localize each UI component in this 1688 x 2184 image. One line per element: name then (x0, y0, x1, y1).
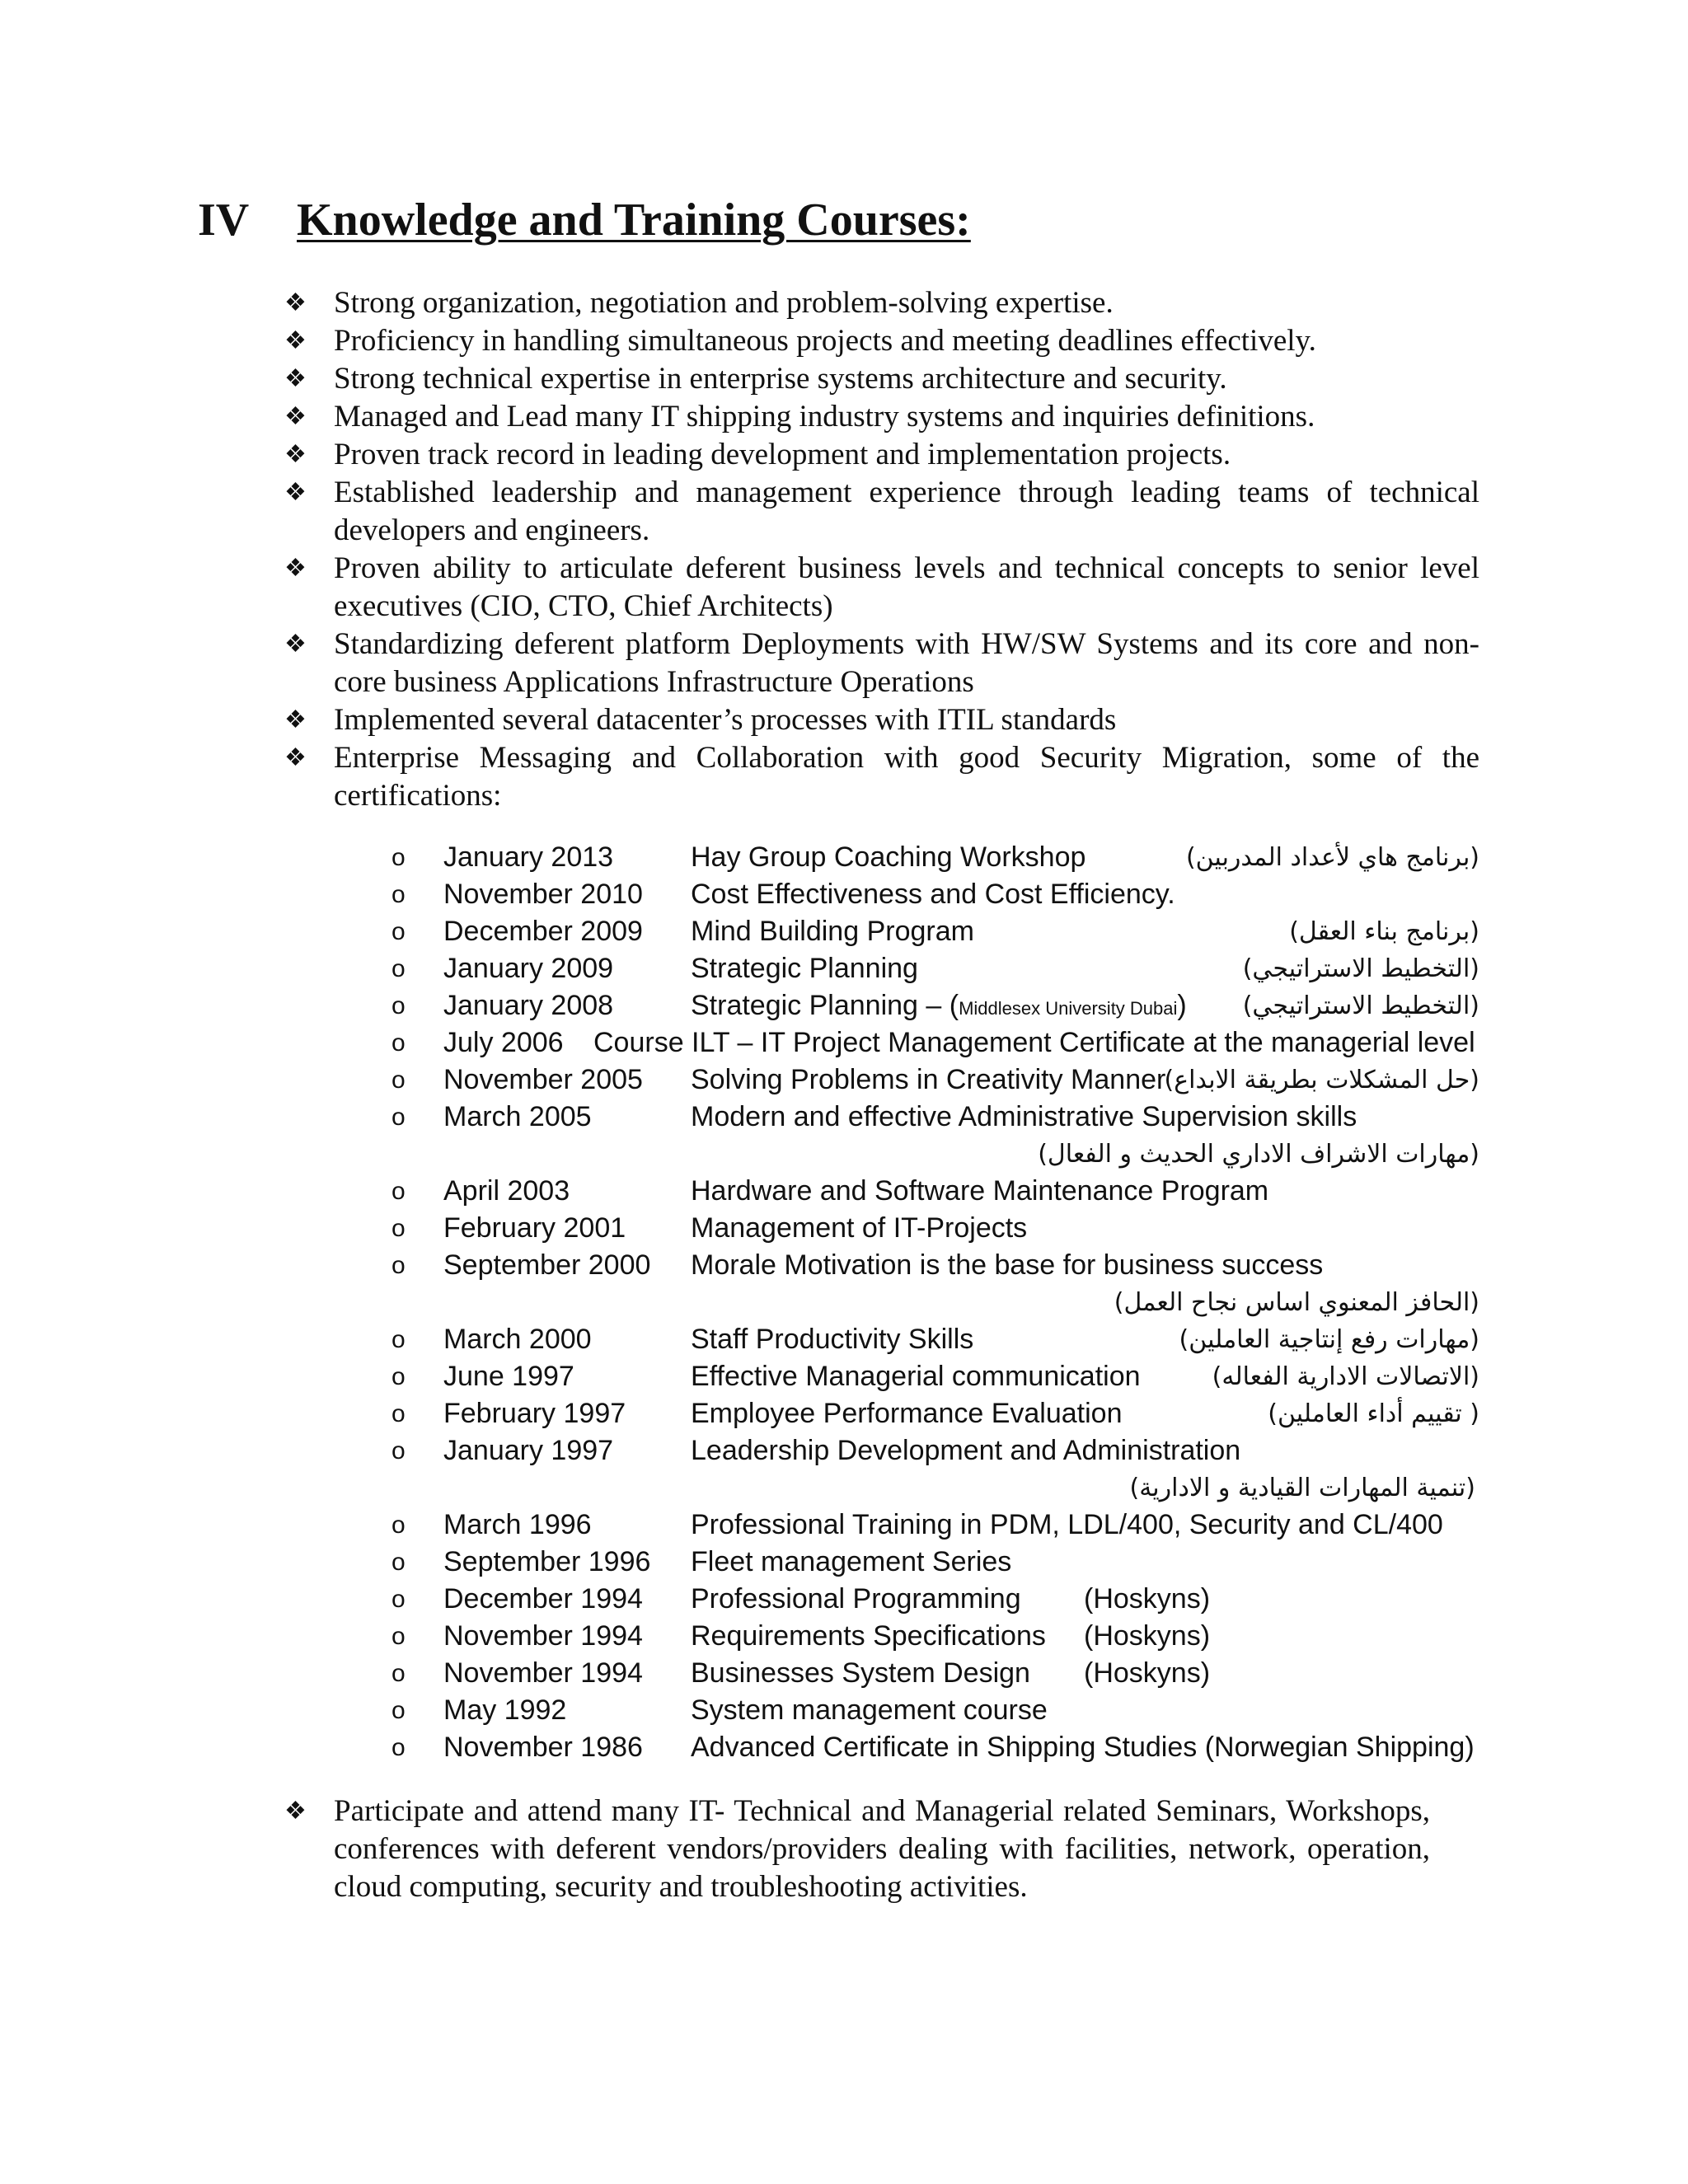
course-title: Course ILT – IT Project Management Certificate at the managerial level (593, 1027, 1475, 1058)
course-item (392, 876, 1479, 913)
course-title: Modern and effective Administrative Supervision skills (691, 1101, 1357, 1132)
skill-item (284, 550, 1479, 626)
circle-bullet-icon: o (392, 1029, 406, 1057)
course-title-close: ) (1177, 990, 1187, 1021)
course-provider: (Hoskyns) (1084, 1583, 1211, 1615)
skill-text: Proficiency in handling simultaneous projects and meeting deadlines effectively. (334, 324, 1316, 358)
course-title: Requirements Specifications (691, 1620, 1046, 1652)
course-arabic-title: (برنامج بناء العقل) (1289, 917, 1479, 946)
circle-bullet-icon: o (392, 918, 406, 945)
circle-bullet-icon: o (392, 844, 406, 871)
seminars-list (284, 1793, 1430, 1906)
circle-bullet-icon: o (392, 1586, 406, 1613)
course-title: Solving Problems in Creativity Manner (691, 1064, 1166, 1095)
circle-bullet-icon: o (392, 1400, 406, 1427)
section-number: IV (198, 194, 250, 246)
course-title: Employee Performance Evaluation (691, 1398, 1123, 1429)
course-arabic-title: (مهارات الاشراف الاداري الحديث و الفعال) (1038, 1140, 1479, 1169)
section-heading (198, 194, 971, 246)
course-arabic-title: (برنامج هاي لأعداد المدربين) (1185, 843, 1479, 872)
course-title: Fleet management Series (691, 1546, 1012, 1577)
diamond-bullet-icon: ❖ (284, 1797, 307, 1825)
course-date: January 1997 (443, 1435, 614, 1466)
course-title: Mind Building Program (691, 916, 974, 947)
course-item (392, 1544, 1479, 1581)
diamond-bullet-icon: ❖ (284, 479, 307, 506)
course-arabic-title: ( تقييم أداء العاملين) (1268, 1399, 1479, 1428)
diamond-bullet-icon: ❖ (284, 630, 307, 658)
course-item (392, 1062, 1479, 1099)
course-title: Businesses System Design (691, 1657, 1030, 1689)
skill-text: Established leadership and management experience through leading teams of technical developers and engineers. (334, 476, 1479, 547)
skill-text: Proven ability to articulate deferent business levels and technical concepts to senior level executives (CIO, CTO, Chief Architects) (334, 551, 1479, 623)
course-item (392, 1321, 1479, 1358)
course-date: March 1996 (443, 1509, 592, 1540)
skill-item (284, 436, 1479, 474)
course-date: November 1986 (443, 1732, 643, 1763)
circle-bullet-icon: o (392, 1363, 406, 1390)
circle-bullet-icon: o (392, 1066, 406, 1094)
course-title: Professional Programming (691, 1583, 1021, 1615)
skill-item (284, 474, 1479, 550)
course-arabic-title: (تنمية المهارات القيادية و الادارية) (1129, 1474, 1475, 1502)
course-arabic-title: (التخطيط الاستراتيجي) (1242, 991, 1479, 1020)
course-institution: Middlesex University Dubai (959, 998, 1178, 1019)
course-item (392, 1173, 1479, 1210)
seminars-text: Participate and attend many IT- Technical and Managerial related Seminars, Workshops, conferences with deferent vendors/providers dealing with facilities, network, operation, cloud computing, security and troubleshooting activities. (334, 1794, 1430, 1904)
skill-text: Managed and Lead many IT shipping industry systems and inquiries definitions. (334, 400, 1315, 434)
course-title: Advanced Certificate in Shipping Studies (Norwegian Shipping) (691, 1732, 1475, 1763)
course-date: December 2009 (443, 916, 643, 947)
diamond-bullet-icon: ❖ (284, 706, 307, 733)
course-item (392, 1618, 1479, 1655)
circle-bullet-icon: o (392, 992, 406, 1019)
diamond-bullet-icon: ❖ (284, 403, 307, 430)
course-title: Management of IT-Projects (691, 1212, 1028, 1244)
course-date: January 2008 (443, 990, 614, 1021)
circle-bullet-icon: o (392, 1734, 406, 1761)
course-date: November 2010 (443, 879, 643, 910)
course-title: Staff Productivity Skills (691, 1324, 974, 1355)
course-date: February 1997 (443, 1398, 626, 1429)
circle-bullet-icon: o (392, 1252, 406, 1279)
circle-bullet-icon: o (392, 1511, 406, 1539)
section-title: Knowledge and Training Courses: (297, 194, 971, 246)
skill-text: Enterprise Messaging and Collaboration with good Security Migration, some of the certifications: (334, 741, 1479, 813)
course-date: July 2006 (443, 1027, 564, 1058)
skill-text: Strong technical expertise in enterprise systems architecture and security. (334, 362, 1227, 396)
course-title: Hay Group Coaching Workshop (691, 841, 1086, 873)
course-item (392, 1024, 1479, 1062)
course-date: November 1994 (443, 1620, 643, 1652)
skill-text: Strong organization, negotiation and problem-solving expertise. (334, 286, 1114, 320)
course-title: System management course (691, 1694, 1048, 1726)
course-date: December 1994 (443, 1583, 643, 1615)
skill-item (284, 284, 1479, 322)
courses-list (392, 839, 1479, 1766)
course-date: January 2013 (443, 841, 614, 873)
course-item (392, 839, 1479, 876)
seminars-item (284, 1793, 1430, 1906)
course-date: January 2009 (443, 953, 614, 984)
course-arabic-title: (الاتصالات الادارية الفعاله) (1212, 1362, 1479, 1391)
course-item (392, 913, 1479, 950)
circle-bullet-icon: o (392, 1623, 406, 1650)
course-date: November 1994 (443, 1657, 643, 1689)
course-item (392, 1432, 1479, 1507)
circle-bullet-icon: o (392, 881, 406, 908)
course-title: Professional Training in PDM, LDL/400, Security and CL/400 (691, 1509, 1443, 1540)
skill-item (284, 626, 1479, 701)
circle-bullet-icon: o (392, 1549, 406, 1576)
circle-bullet-icon: o (392, 1104, 406, 1131)
course-date: November 2005 (443, 1064, 643, 1095)
course-item (392, 1655, 1479, 1692)
course-date: June 1997 (443, 1361, 574, 1392)
course-date: April 2003 (443, 1175, 570, 1207)
course-item (392, 1507, 1479, 1544)
skill-text: Implemented several datacenter’s processes with ITIL standards (334, 703, 1117, 737)
course-date: May 1992 (443, 1694, 567, 1726)
course-title (691, 987, 1187, 1027)
diamond-bullet-icon: ❖ (284, 744, 307, 771)
course-provider: (Hoskyns) (1084, 1657, 1211, 1689)
course-arabic-title: (مهارات رفع إنتاجية العاملين) (1179, 1325, 1479, 1354)
skills-list (284, 284, 1479, 815)
course-arabic-title: (حل المشكلات بطريقة الابداع) (1164, 1066, 1479, 1094)
course-item (392, 1729, 1479, 1766)
course-item (392, 987, 1479, 1024)
course-item (392, 1581, 1479, 1618)
skill-item (284, 322, 1479, 360)
skill-item (284, 398, 1479, 436)
circle-bullet-icon: o (392, 955, 406, 982)
course-title: Hardware and Software Maintenance Program (691, 1175, 1269, 1207)
course-arabic-title: (التخطيط الاستراتيجي) (1242, 954, 1479, 983)
course-title: Effective Managerial communication (691, 1361, 1141, 1392)
course-title: Cost Effectiveness and Cost Efficiency. (691, 879, 1175, 910)
course-date: March 2005 (443, 1101, 592, 1132)
circle-bullet-icon: o (392, 1437, 406, 1465)
course-item (392, 1099, 1479, 1173)
course-title-text: Strategic Planning – ( (691, 990, 959, 1021)
diamond-bullet-icon: ❖ (284, 441, 307, 468)
course-arabic-title: (الحافز المعنوي اساس نجاح العمل) (1114, 1288, 1479, 1317)
course-item (392, 1247, 1479, 1321)
circle-bullet-icon: o (392, 1697, 406, 1724)
course-item (392, 1210, 1479, 1247)
skill-text: Standardizing deferent platform Deployments with HW/SW Systems and its core and non-core business Applications Infrastructure Operations (334, 627, 1479, 699)
course-date: February 2001 (443, 1212, 626, 1244)
diamond-bullet-icon: ❖ (284, 365, 307, 392)
skill-text: Proven track record in leading development and implementation projects. (334, 438, 1231, 471)
skill-item (284, 360, 1479, 398)
course-title: Morale Motivation is the base for business success (691, 1249, 1324, 1281)
course-date: September 1996 (443, 1546, 651, 1577)
skill-item (284, 739, 1479, 815)
diamond-bullet-icon: ❖ (284, 289, 307, 316)
circle-bullet-icon: o (392, 1178, 406, 1205)
course-title: Strategic Planning (691, 953, 918, 984)
circle-bullet-icon: o (392, 1215, 406, 1242)
skill-item (284, 701, 1479, 739)
course-item (392, 950, 1479, 987)
diamond-bullet-icon: ❖ (284, 555, 307, 582)
course-date: March 2000 (443, 1324, 592, 1355)
course-item (392, 1358, 1479, 1395)
course-provider: (Hoskyns) (1084, 1620, 1211, 1652)
course-item (392, 1692, 1479, 1729)
circle-bullet-icon: o (392, 1326, 406, 1353)
course-date: September 2000 (443, 1249, 651, 1281)
course-title: Leadership Development and Administration (691, 1435, 1241, 1466)
circle-bullet-icon: o (392, 1660, 406, 1687)
course-item (392, 1395, 1479, 1432)
diamond-bullet-icon: ❖ (284, 327, 307, 354)
